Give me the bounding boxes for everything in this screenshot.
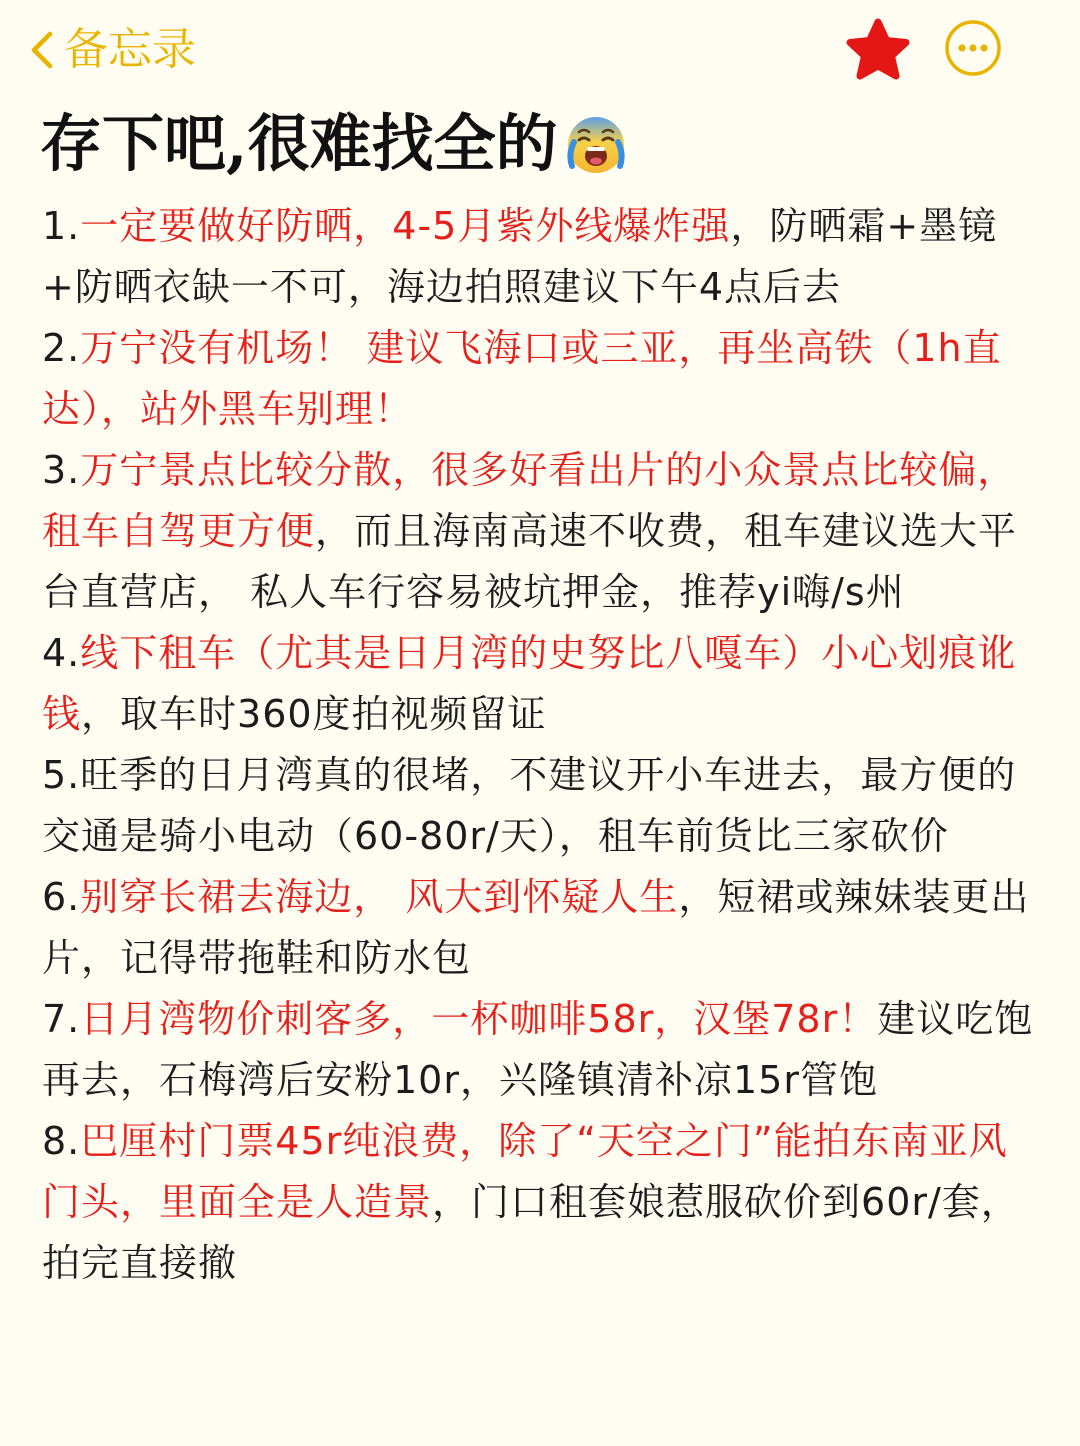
- back-label: 备忘录: [64, 24, 196, 75]
- item-number: 4.: [42, 631, 81, 675]
- list-item-1: [42, 196, 1046, 318]
- note-title: [40, 104, 630, 184]
- item-number: 2.: [42, 326, 81, 370]
- item-text: 建议吃饱再去，石梅湾后安粉10r，兴隆镇清补凉15r管饱: [42, 997, 1034, 1102]
- item-text: ，门口租套娘惹服砍价到60r/套，拍完直接撤: [42, 1180, 1020, 1285]
- list-item-3: [42, 440, 1046, 623]
- list-item-8: [42, 1111, 1046, 1294]
- item-number: 8.: [42, 1119, 81, 1163]
- list-item-2: [42, 318, 1046, 440]
- back-button[interactable]: [30, 22, 196, 78]
- list-item-6: [42, 867, 1046, 989]
- item-text: ，取车时360度拍视频留证: [81, 692, 547, 736]
- item-number: 3.: [42, 448, 81, 492]
- item-highlight: 线下租车（尤其是日月湾的史努比八嘎车）小心划痕讹钱: [42, 631, 1017, 736]
- list-item-7: [42, 989, 1046, 1111]
- item-text: ，而且海南高速不收费，租车建议选大平台直营店， 私人车行容易被坑押金，推荐yi嗨/s州: [42, 509, 1018, 614]
- item-highlight: 一定要做好防晒，4-5月紫外线爆炸强: [80, 204, 731, 248]
- top-bar: [0, 0, 1080, 100]
- item-text: ，防晒霜+墨镜+防晒衣缺一不可，海边拍照建议下午4点后去: [42, 204, 998, 309]
- item-highlight: 万宁景点比较分散，很多好看出片的小众景点比较偏，租车自驾更方便: [42, 448, 1017, 553]
- star-icon[interactable]: [846, 18, 910, 82]
- item-highlight: 万宁没有机场！ 建议飞海口或三亚，再坐高铁（1h直达），站外黑车别理！: [42, 326, 1002, 431]
- note-title-text: 存下吧,很难找全的: [40, 107, 558, 180]
- item-number: 7.: [42, 997, 81, 1041]
- list-item-4: [42, 623, 1046, 745]
- list-item-5: [42, 745, 1046, 867]
- more-icon[interactable]: [944, 19, 1002, 77]
- item-highlight: 日月湾物价刺客多，一杯咖啡58r，汉堡78r！: [80, 997, 878, 1041]
- item-highlight: 别穿长裙去海边， 风大到怀疑人生: [80, 875, 679, 919]
- item-number: 1.: [42, 204, 81, 248]
- chevron-left-icon: [30, 31, 54, 69]
- crying-face-icon: [562, 110, 630, 178]
- item-text: ，短裙或辣妹装更出片，记得带拖鞋和防水包: [42, 875, 1030, 980]
- item-highlight: 巴厘村门票45r纯浪费，除了“天空之门”能拍东南亚风门头，里面全是人造景: [42, 1119, 1008, 1224]
- item-number: 5.: [42, 753, 81, 797]
- item-text: 旺季的日月湾真的很堵，不建议开小车进去，最方便的交通是骑小电动（60-80r/天），租车前货比三家砍价: [42, 753, 1017, 858]
- note-body: [42, 196, 1046, 1294]
- item-number: 6.: [42, 875, 81, 919]
